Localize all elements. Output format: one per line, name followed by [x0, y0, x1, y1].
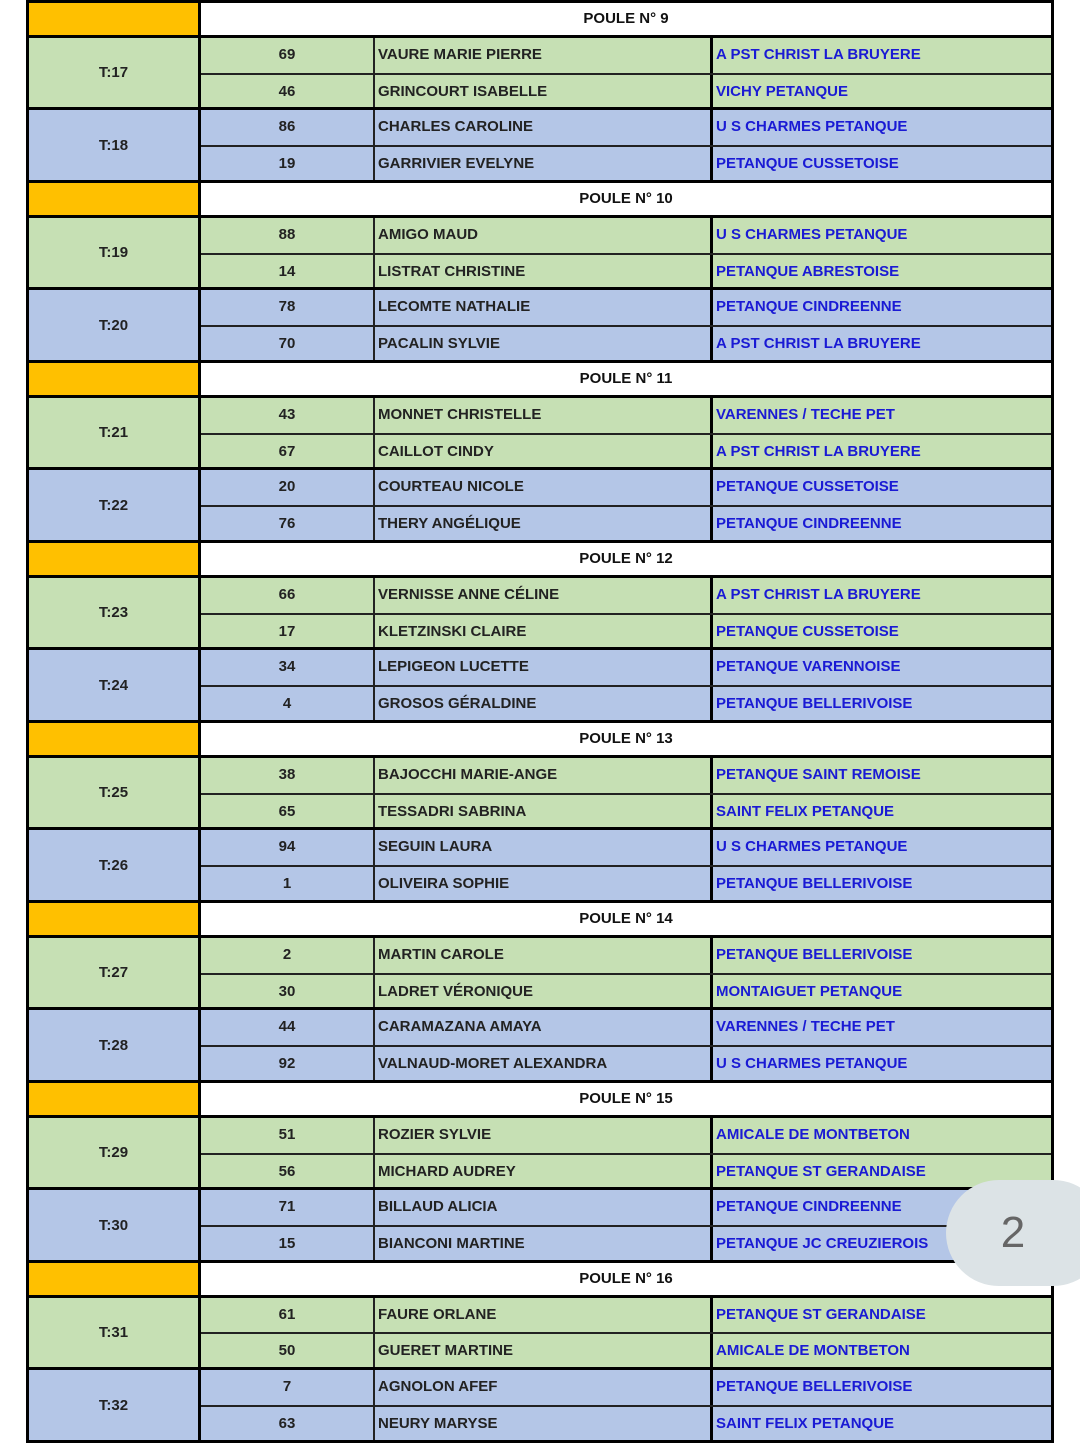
player-number: 61 [201, 1298, 375, 1333]
team-label: T:20 [29, 290, 201, 360]
team-label: T:28 [29, 1010, 201, 1080]
header-corner-cell [29, 183, 201, 215]
poule-title: POULE N° 16 [201, 1263, 1051, 1295]
player-row [201, 218, 1051, 253]
team-label: T:29 [29, 1118, 201, 1188]
player-number: 14 [201, 255, 375, 288]
player-name: BAJOCCHI MARIE-ANGE [375, 758, 713, 793]
player-number: 56 [201, 1155, 375, 1188]
player-number: 92 [201, 1047, 375, 1080]
player-club: PETANQUE ST GERANDAISE [716, 1162, 926, 1180]
player-name: MONNET CHRISTELLE [375, 398, 713, 433]
player-number: 71 [201, 1190, 375, 1225]
player-row [201, 1045, 1051, 1080]
player-row [201, 505, 1051, 540]
player-number: 86 [201, 110, 375, 145]
player-number: 34 [201, 650, 375, 685]
team-block [29, 215, 1051, 288]
player-name: AGNOLON AFEF [375, 1370, 713, 1405]
player-row [201, 830, 1051, 865]
player-club: PETANQUE SAINT REMOISE [716, 765, 921, 783]
team-block [29, 287, 1051, 360]
player-number: 19 [201, 147, 375, 180]
team-block [29, 1187, 1051, 1260]
player-club: U S CHARMES PETANQUE [716, 118, 908, 136]
team-block [29, 1295, 1051, 1368]
team-block [29, 575, 1051, 648]
player-name: LEPIGEON LUCETTE [375, 650, 713, 685]
player-name: BILLAUD ALICIA [375, 1190, 713, 1225]
player-club: PETANQUE BELLERIVOISE [716, 945, 913, 963]
team-label: T:27 [29, 938, 201, 1008]
team-players [201, 290, 1051, 360]
team-players [201, 650, 1051, 720]
player-name: CAILLOT CINDY [375, 435, 713, 468]
player-name: OLIVEIRA SOPHIE [375, 867, 713, 900]
player-name: THERY ANGÉLIQUE [375, 507, 713, 540]
player-name: ROZIER SYLVIE [375, 1118, 713, 1153]
page-number-indicator: 2 [946, 1180, 1080, 1286]
player-number: 38 [201, 758, 375, 793]
player-row [201, 578, 1051, 613]
header-corner-cell [29, 903, 201, 935]
player-row [201, 1225, 1051, 1260]
player-row [201, 1405, 1051, 1440]
player-row [201, 938, 1051, 973]
player-name: KLETZINSKI CLAIRE [375, 615, 713, 648]
player-name: FAURE ORLANE [375, 1298, 713, 1333]
team-block [29, 35, 1051, 108]
player-club: AMICALE DE MONTBETON [716, 1342, 910, 1360]
team-block [29, 1115, 1051, 1188]
player-number: 46 [201, 75, 375, 108]
poule-header [29, 1260, 1051, 1295]
player-name: GRINCOURT ISABELLE [375, 75, 713, 108]
team-label: T:30 [29, 1190, 201, 1260]
player-club: A PST CHRIST LA BRUYERE [716, 45, 921, 63]
player-name: GUERET MARTINE [375, 1334, 713, 1367]
player-club: SAINT FELIX PETANQUE [716, 1415, 895, 1433]
player-row [201, 650, 1051, 685]
team-label: T:21 [29, 398, 201, 468]
team-players [201, 1118, 1051, 1188]
poule-header [29, 360, 1051, 395]
player-row [201, 1298, 1051, 1333]
player-row [201, 973, 1051, 1008]
player-row [201, 325, 1051, 360]
team-block [29, 935, 1051, 1008]
team-block [29, 467, 1051, 540]
player-name: MICHARD AUDREY [375, 1155, 713, 1188]
player-row [201, 685, 1051, 720]
poule-title: POULE N° 12 [201, 543, 1051, 575]
player-name: BIANCONI MARTINE [375, 1227, 713, 1260]
player-club: MONTAIGUET PETANQUE [716, 982, 903, 1000]
header-corner-cell [29, 3, 201, 35]
player-number: 63 [201, 1407, 375, 1440]
player-row [201, 290, 1051, 325]
poule-header [29, 720, 1051, 755]
player-number: 94 [201, 830, 375, 865]
player-name: GARRIVIER EVELYNE [375, 147, 713, 180]
player-row [201, 613, 1051, 648]
player-club: PETANQUE CINDREENNE [716, 515, 902, 533]
player-number: 44 [201, 1010, 375, 1045]
player-name: VAURE MARIE PIERRE [375, 38, 713, 73]
poule-header [29, 180, 1051, 215]
player-name: VERNISSE ANNE CÉLINE [375, 578, 713, 613]
player-number: 30 [201, 975, 375, 1008]
player-name: SEGUIN LAURA [375, 830, 713, 865]
player-row [201, 38, 1051, 73]
player-club: PETANQUE CUSSETOISE [716, 155, 899, 173]
poules-table [26, 0, 1054, 1443]
player-number: 70 [201, 327, 375, 360]
player-club: PETANQUE CINDREENNE [716, 1198, 902, 1216]
player-row [201, 73, 1051, 108]
team-label: T:17 [29, 38, 201, 108]
team-players [201, 1298, 1051, 1368]
player-number: 50 [201, 1334, 375, 1367]
player-row [201, 793, 1051, 828]
player-name: TESSADRI SABRINA [375, 795, 713, 828]
player-club: PETANQUE JC CREUZIEROIS [716, 1235, 929, 1253]
header-corner-cell [29, 1263, 201, 1295]
player-club: AMICALE DE MONTBETON [716, 1125, 910, 1143]
player-club: PETANQUE CUSSETOISE [716, 478, 899, 496]
player-name: COURTEAU NICOLE [375, 470, 713, 505]
team-block [29, 755, 1051, 828]
header-corner-cell [29, 1083, 201, 1115]
team-label: T:32 [29, 1370, 201, 1440]
team-block [29, 1007, 1051, 1080]
header-corner-cell [29, 363, 201, 395]
player-row [201, 145, 1051, 180]
player-row [201, 398, 1051, 433]
player-club: PETANQUE ABRESTOISE [716, 262, 900, 280]
player-club: SAINT FELIX PETANQUE [716, 802, 895, 820]
player-row [201, 1190, 1051, 1225]
team-block [29, 647, 1051, 720]
player-name: LECOMTE NATHALIE [375, 290, 713, 325]
team-players [201, 830, 1051, 900]
poule-title: POULE N° 14 [201, 903, 1051, 935]
team-block [29, 107, 1051, 180]
team-label: T:24 [29, 650, 201, 720]
team-players [201, 218, 1051, 288]
player-club: U S CHARMES PETANQUE [716, 225, 908, 243]
player-number: 7 [201, 1370, 375, 1405]
player-row [201, 433, 1051, 468]
player-name: PACALIN SYLVIE [375, 327, 713, 360]
player-name: CARAMAZANA AMAYA [375, 1010, 713, 1045]
player-club: A PST CHRIST LA BRUYERE [716, 442, 921, 460]
player-club: VARENNES / TECHE PET [716, 1018, 895, 1036]
player-row [201, 110, 1051, 145]
player-name: NEURY MARYSE [375, 1407, 713, 1440]
player-number: 78 [201, 290, 375, 325]
team-label: T:31 [29, 1298, 201, 1368]
player-row [201, 1153, 1051, 1188]
player-number: 1 [201, 867, 375, 900]
player-name: VALNAUD-MORET ALEXANDRA [375, 1047, 713, 1080]
team-label: T:19 [29, 218, 201, 288]
player-club: A PST CHRIST LA BRUYERE [716, 335, 921, 353]
header-corner-cell [29, 543, 201, 575]
player-club: VARENNES / TECHE PET [716, 405, 895, 423]
player-row [201, 1370, 1051, 1405]
team-players [201, 1190, 1051, 1260]
poule-header [29, 900, 1051, 935]
team-label: T:25 [29, 758, 201, 828]
team-label: T:23 [29, 578, 201, 648]
team-block [29, 827, 1051, 900]
player-row [201, 865, 1051, 900]
player-club: PETANQUE BELLERIVOISE [716, 695, 913, 713]
player-number: 15 [201, 1227, 375, 1260]
player-row [201, 758, 1051, 793]
poule-title: POULE N° 10 [201, 183, 1051, 215]
player-club: PETANQUE CUSSETOISE [716, 622, 899, 640]
player-name: GROSOS GÉRALDINE [375, 687, 713, 720]
poule-title: POULE N° 15 [201, 1083, 1051, 1115]
player-club: PETANQUE ST GERANDAISE [716, 1305, 926, 1323]
player-name: MARTIN CAROLE [375, 938, 713, 973]
player-number: 51 [201, 1118, 375, 1153]
player-number: 88 [201, 218, 375, 253]
player-number: 65 [201, 795, 375, 828]
team-label: T:26 [29, 830, 201, 900]
poule-header [29, 1080, 1051, 1115]
player-number: 76 [201, 507, 375, 540]
player-number: 66 [201, 578, 375, 613]
team-players [201, 938, 1051, 1008]
player-club: PETANQUE VARENNOISE [716, 658, 901, 676]
poule-title: POULE N° 13 [201, 723, 1051, 755]
team-players [201, 1010, 1051, 1080]
team-players [201, 470, 1051, 540]
player-club: VICHY PETANQUE [716, 82, 848, 100]
poule-header [29, 0, 1051, 35]
player-name: CHARLES CAROLINE [375, 110, 713, 145]
player-number: 67 [201, 435, 375, 468]
player-name: AMIGO MAUD [375, 218, 713, 253]
player-row [201, 253, 1051, 288]
player-number: 2 [201, 938, 375, 973]
player-club: PETANQUE BELLERIVOISE [716, 875, 913, 893]
player-number: 20 [201, 470, 375, 505]
player-number: 17 [201, 615, 375, 648]
team-players [201, 1370, 1051, 1440]
player-name: LISTRAT CHRISTINE [375, 255, 713, 288]
team-label: T:22 [29, 470, 201, 540]
player-club: U S CHARMES PETANQUE [716, 1055, 908, 1073]
player-club: PETANQUE BELLERIVOISE [716, 1378, 913, 1396]
header-corner-cell [29, 723, 201, 755]
player-club: A PST CHRIST LA BRUYERE [716, 585, 921, 603]
team-players [201, 398, 1051, 468]
player-number: 69 [201, 38, 375, 73]
player-club: PETANQUE CINDREENNE [716, 298, 902, 316]
player-number: 43 [201, 398, 375, 433]
poule-header [29, 540, 1051, 575]
player-name: LADRET VÉRONIQUE [375, 975, 713, 1008]
player-row [201, 1118, 1051, 1153]
poule-title: POULE N° 11 [201, 363, 1051, 395]
player-number: 4 [201, 687, 375, 720]
team-players [201, 758, 1051, 828]
player-row [201, 470, 1051, 505]
team-players [201, 110, 1051, 180]
team-block [29, 395, 1051, 468]
poule-title: POULE N° 9 [201, 3, 1051, 35]
team-players [201, 38, 1051, 108]
team-players [201, 578, 1051, 648]
team-label: T:18 [29, 110, 201, 180]
player-row [201, 1010, 1051, 1045]
team-block [29, 1367, 1051, 1440]
player-club: U S CHARMES PETANQUE [716, 838, 908, 856]
player-row [201, 1332, 1051, 1367]
